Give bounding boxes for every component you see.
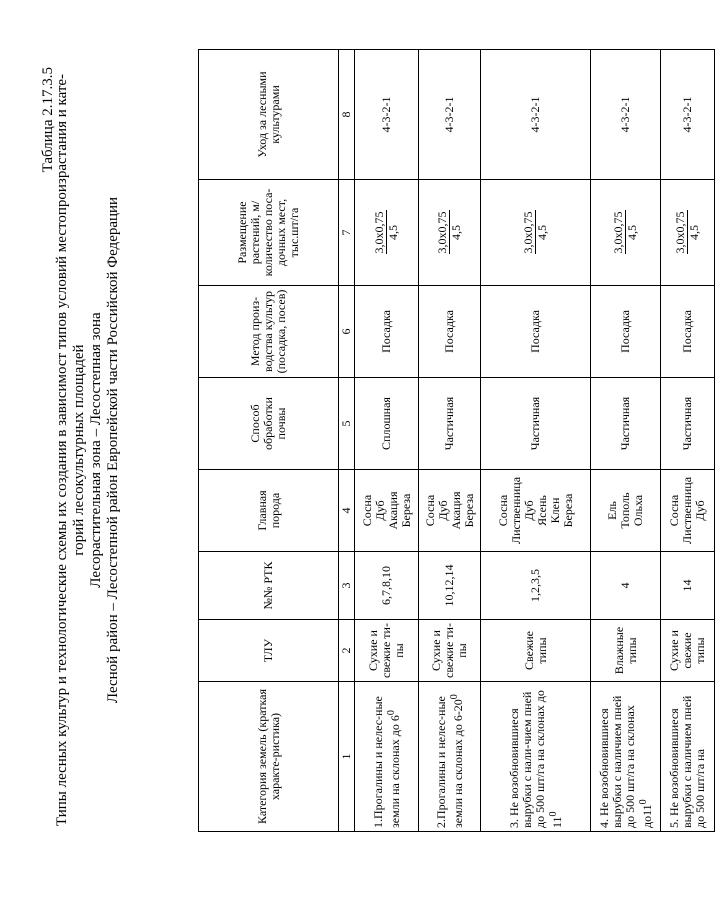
species-name: Береза	[398, 493, 413, 528]
table-row	[481, 50, 591, 832]
column-header: Категория земель (краткая характе-ристика)	[199, 682, 339, 832]
species-name: Сосна	[359, 494, 374, 527]
species-name: Дуб	[693, 500, 707, 521]
placement-cell	[481, 180, 591, 286]
column-number: 1	[339, 682, 355, 832]
column-header: Уход за лесными культурами	[199, 50, 339, 180]
table-row	[419, 50, 481, 832]
soil-treatment-cell: Сплошная	[355, 378, 419, 470]
land-category-cell	[661, 682, 715, 832]
rtk-cell: 4	[591, 552, 661, 620]
rtk-cell: 14	[661, 552, 715, 620]
species-name: Клен	[547, 497, 562, 524]
species-name: Сосна	[667, 494, 681, 527]
column-number: 3	[339, 552, 355, 620]
production-method-cell: Посадка	[355, 286, 419, 378]
rtk-cell: 1,2,3,5	[481, 552, 591, 620]
species-name: Береза	[461, 493, 476, 528]
column-header: Способ обработки почвы	[199, 378, 339, 470]
tlu-cell: Сухие и свежие ти-пы	[419, 620, 481, 682]
rtk-cell: 10,12,14	[419, 552, 481, 620]
species-name: Сосна	[495, 494, 510, 527]
placement-fraction	[674, 211, 701, 255]
column-header: №№ РТК	[199, 552, 339, 620]
species-cell	[419, 470, 481, 552]
species-cell	[661, 470, 715, 552]
table-row	[661, 50, 715, 832]
placement-spacing: 3,0х0,75	[611, 211, 625, 254]
placement-count: 4,5	[625, 225, 639, 240]
degree-superscript: 0	[637, 799, 649, 805]
header-row	[199, 50, 339, 832]
land-category-text: 5. Не возобновившиеся вырубки с наличием пней до 500 шт/га на	[667, 695, 707, 828]
column-number: 7	[339, 180, 355, 286]
species-name: Акация	[448, 491, 463, 530]
column-header: Метод произ-водства культур (посадка, посев)	[199, 286, 339, 378]
tlu-cell: Сухие и свежие типы	[661, 620, 715, 682]
forest-culture-table	[198, 49, 715, 832]
heading-line: горий лесокультурных площадей	[71, 344, 87, 556]
species-name: Дуб	[521, 500, 536, 521]
land-category-text: 3. Не возобновившиеся вырубки с нали-чием пней до 500 шт/га на склонах до 11	[506, 690, 564, 828]
tlu-cell: Сухие и свежие ти-пы	[355, 620, 419, 682]
degree-superscript: 0	[385, 710, 397, 716]
care-cell: 4-3-2-1	[419, 50, 481, 180]
placement-spacing: 3,0х0,75	[435, 211, 449, 254]
column-header: Размещение растений, м/количество поса-дочных мест, тыс.шт/га	[199, 180, 339, 286]
care-cell: 4-3-2-1	[591, 50, 661, 180]
species-cell	[591, 470, 661, 552]
species-name: Дуб	[372, 500, 387, 521]
species-name: Ель	[605, 501, 619, 520]
degree-superscript: 0	[547, 811, 559, 817]
placement-cell	[661, 180, 715, 286]
land-category-text: 4. Не возобновившиеся вырубки с наличием пней до 500 шт/га на склонах до11	[596, 695, 654, 828]
species-name: Лиственница	[508, 476, 523, 545]
land-category-cell	[591, 682, 661, 832]
table-body	[355, 50, 715, 832]
species-name: Тополь	[618, 492, 632, 529]
land-category-text: 1.Прогалины и нелес-ные земли на склонах до 6	[370, 696, 402, 828]
species-name: Сосна	[422, 494, 437, 527]
placement-count: 4,5	[535, 225, 549, 240]
species-cell	[481, 470, 591, 552]
placement-spacing: 3,0х0,75	[521, 211, 535, 254]
species-name: Дуб	[435, 500, 450, 521]
land-category-cell	[419, 682, 481, 832]
column-header: Главная порода	[199, 470, 339, 552]
care-cell: 4-3-2-1	[481, 50, 591, 180]
placement-count: 4,5	[386, 225, 400, 240]
placement-cell	[355, 180, 419, 286]
land-category-cell	[355, 682, 419, 832]
land-category-text: 2.Прогалины и нелес-ные земли на склонах до 6-20	[433, 696, 465, 828]
column-number: 2	[339, 620, 355, 682]
care-cell: 4-3-2-1	[661, 50, 715, 180]
land-category-cell	[481, 682, 591, 832]
species-name: Ольха	[631, 494, 645, 527]
heading-line: Лесорастительная зона – Лесостепная зона	[88, 312, 104, 588]
production-method-cell: Посадка	[591, 286, 661, 378]
placement-fraction	[612, 211, 639, 255]
production-method-cell: Посадка	[419, 286, 481, 378]
soil-treatment-cell: Частичная	[419, 378, 481, 470]
column-header: ТЛУ	[199, 620, 339, 682]
degree-superscript: 0	[448, 694, 460, 700]
species-name: Береза	[560, 493, 575, 528]
placement-spacing: 3,0х0,75	[673, 211, 687, 254]
table-headings	[54, 55, 122, 845]
column-number: 6	[339, 286, 355, 378]
care-cell: 4-3-2-1	[355, 50, 419, 180]
species-name: Ясень	[534, 495, 549, 526]
placement-spacing: 3,0х0,75	[372, 211, 386, 254]
heading-line: Лесной район – Лесостепной район Европейской части Российской Федерации	[105, 196, 121, 704]
column-number-row	[339, 50, 355, 832]
column-number: 8	[339, 50, 355, 180]
species-name: Лиственница	[680, 476, 694, 545]
species-name: Акация	[385, 491, 400, 530]
placement-fraction	[436, 211, 463, 255]
tlu-cell: Свежие типы	[481, 620, 591, 682]
heading-line: Типы лесных культур и технологические схемы их создания в зависимост типов условий местопроизрастания и кате-	[54, 73, 70, 827]
rtk-cell: 6,7,8,10	[355, 552, 419, 620]
placement-fraction	[522, 211, 549, 255]
placement-cell	[591, 180, 661, 286]
soil-treatment-cell: Частичная	[481, 378, 591, 470]
species-cell	[355, 470, 419, 552]
column-number: 5	[339, 378, 355, 470]
soil-treatment-cell: Частичная	[661, 378, 715, 470]
soil-treatment-cell: Частичная	[591, 378, 661, 470]
placement-cell	[419, 180, 481, 286]
column-number: 4	[339, 470, 355, 552]
table-row	[355, 50, 419, 832]
production-method-cell: Посадка	[481, 286, 591, 378]
table-row	[591, 50, 661, 832]
production-method-cell: Посадка	[661, 286, 715, 378]
placement-count: 4,5	[687, 225, 701, 240]
placement-fraction	[373, 211, 400, 255]
table-number: Таблица 2.17.3.5	[40, 67, 56, 173]
placement-count: 4,5	[449, 225, 463, 240]
tlu-cell: Влажные типы	[591, 620, 661, 682]
